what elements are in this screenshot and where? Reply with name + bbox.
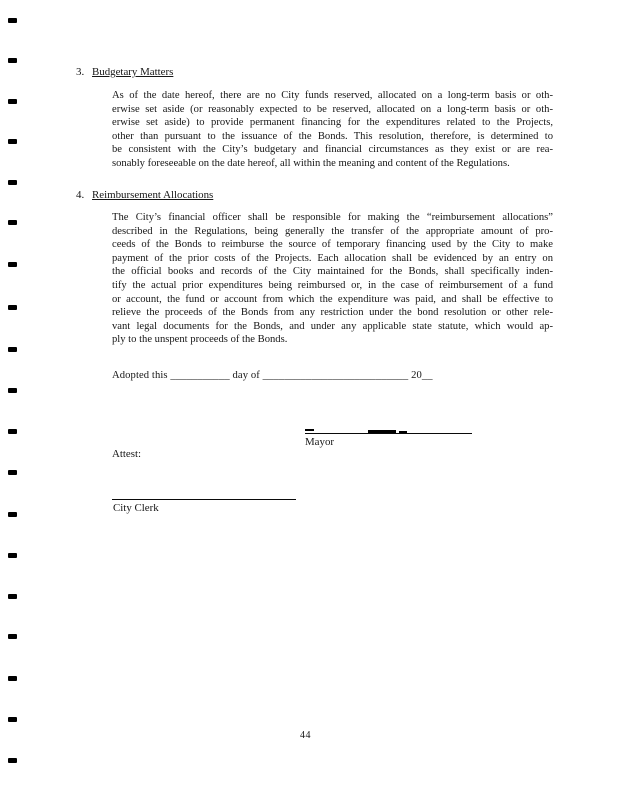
paragraph-line: payment of the prior costs of the Projects. Each allocation shall be evidenced by an entry on xyxy=(112,252,553,264)
binding-mark xyxy=(8,429,17,434)
adoption-clause: Adopted this ___________ day of ___________________________ 20__ xyxy=(112,370,433,381)
binding-mark xyxy=(8,180,17,185)
section-3-number: 3. xyxy=(76,66,85,78)
section-3-title: Budgetary Matters xyxy=(92,66,174,78)
binding-mark xyxy=(8,18,17,23)
mayor-signature-line xyxy=(305,433,472,434)
binding-mark xyxy=(8,347,17,352)
paragraph-line: described in the Regulations, being generally the transfer of the appropriate amount of pro- xyxy=(112,225,553,237)
binding-mark xyxy=(8,99,17,104)
paragraph-line: be consistent with the City’s budgetary and financial circumstances as they exist or are rea- xyxy=(112,144,553,156)
paragraph-line: vant legal documents for the Bonds, and under any applicable state statute, which would ap- xyxy=(112,320,553,332)
clerk-label: City Clerk xyxy=(113,502,159,514)
attest-label: Attest: xyxy=(112,448,142,460)
binding-mark xyxy=(8,634,17,639)
paragraph-line: tify the actual prior expenditures being reimbursed or, in the case of reimbursement of a fund xyxy=(112,279,553,291)
paragraph-line: erwise set aside) to provide permanent financing for the expenditures related to the Projects, xyxy=(112,117,553,129)
paragraph-line: other than pursuant to the issuance of the Bonds. This resolution, therefore, is determined to xyxy=(112,130,553,142)
binding-mark xyxy=(8,553,17,558)
binding-mark xyxy=(8,262,17,267)
binding-mark xyxy=(8,717,17,722)
paragraph-line: ceeds of the Bonds to reimburse the source of temporary financing used by the City to make xyxy=(112,239,553,251)
paragraph-line: or account, the fund or account from which the expenditure was paid, and shall be effective to xyxy=(112,293,553,305)
binding-mark xyxy=(8,676,17,681)
paragraph-line: erwise set aside (or reasonably expected to be reserved, allocated on a long-term basis or oth- xyxy=(112,103,553,115)
section-4-title: Reimbursement Allocations xyxy=(92,189,214,201)
clerk-signature-line xyxy=(112,499,296,500)
page-number: 44 xyxy=(300,730,311,741)
section-4-number: 4. xyxy=(76,189,85,201)
paragraph-line: ply to the unspent proceeds of the Bonds. xyxy=(112,334,288,346)
section-4-paragraph xyxy=(112,211,553,347)
section-3-heading xyxy=(76,65,173,79)
paragraph-line: The City’s financial officer shall be responsible for making the “reimbursement allocations” xyxy=(112,212,553,223)
paragraph-line: the official books and records of the City maintained for the Bonds, shall specifically inden- xyxy=(112,266,553,278)
binding-mark xyxy=(8,58,17,63)
binding-mark xyxy=(8,305,17,310)
mayor-label: Mayor xyxy=(305,436,335,448)
binding-mark xyxy=(8,758,17,763)
paragraph-line: sonably foreseeable on the date hereof, all within the meaning and content of the Regulations. xyxy=(112,157,510,169)
binding-mark xyxy=(8,220,17,225)
binding-mark xyxy=(8,512,17,517)
paragraph-line: relieve the proceeds of the Bonds from any restriction under the bond resolution or other rele- xyxy=(112,307,553,319)
section-4-heading xyxy=(76,188,213,202)
paragraph-line: As of the date hereof, there are no City funds reserved, allocated on a long-term basis or oth- xyxy=(112,90,553,101)
binding-mark xyxy=(8,388,17,393)
binding-mark xyxy=(8,139,17,144)
section-3-paragraph xyxy=(112,89,553,171)
binding-mark xyxy=(8,594,17,599)
binding-mark xyxy=(8,470,17,475)
scan-artifact xyxy=(305,429,314,431)
